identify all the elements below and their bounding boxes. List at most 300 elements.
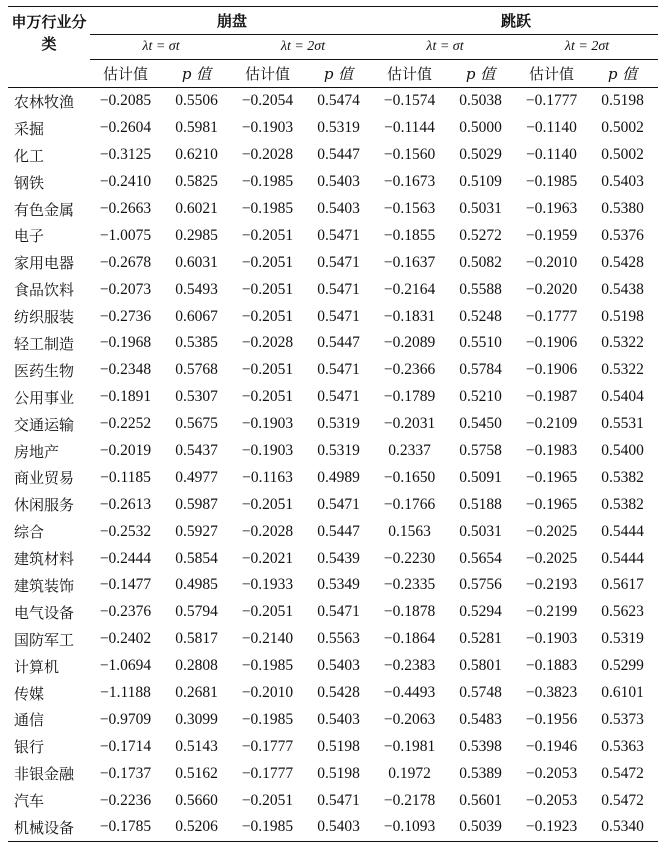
table-row xyxy=(8,411,658,438)
p-value-cell: 0.5198 xyxy=(317,737,360,755)
p-value-cell: 0.5400 xyxy=(601,442,644,460)
estimate-cell: −0.1985 xyxy=(241,657,294,675)
industry-cell: 传媒 xyxy=(14,684,45,703)
estimate-cell: −0.1903 xyxy=(241,119,294,137)
estimate-cell: −0.1855 xyxy=(383,226,436,244)
estimate-cell: −0.2663 xyxy=(99,200,152,217)
estimate-cell: −0.1560 xyxy=(383,146,436,164)
estimate-cell: −0.2140 xyxy=(241,630,294,648)
industry-cell: 房地产 xyxy=(14,442,60,461)
estimate-cell: 0.2337 xyxy=(388,442,431,460)
estimate-cell: −0.1985 xyxy=(241,200,294,217)
estimate-cell: −0.1965 xyxy=(525,468,578,486)
estimate-cell: −0.1923 xyxy=(516,814,587,841)
estimate-cell: −0.1563 xyxy=(383,200,436,217)
table-body xyxy=(8,88,658,842)
estimate-cell: −0.2109 xyxy=(525,415,578,433)
p-value-cell: 0.2808 xyxy=(175,657,218,675)
estimate-cell: −0.1777 xyxy=(525,92,578,110)
p-value-cell: 0.6021 xyxy=(175,200,218,217)
estimate-cell: −0.1737 xyxy=(99,764,152,782)
table-row xyxy=(8,491,658,518)
group-jump-label: 跳跃 xyxy=(501,12,532,30)
p-value-cell: 0.5472 xyxy=(601,791,644,809)
industry-cell: 国防军工 xyxy=(14,630,75,649)
p-value-cell: 0.5322 xyxy=(601,334,644,352)
p-value-cell: 0.5563 xyxy=(317,630,360,648)
table-row xyxy=(8,464,658,491)
estimate-cell: −0.2678 xyxy=(99,253,152,271)
estimate-cell: −0.2335 xyxy=(383,576,436,594)
industry-cell: 银行 xyxy=(14,738,45,757)
industry-cell: 交通运输 xyxy=(14,415,75,434)
estimate-cell: −0.1185 xyxy=(100,468,151,486)
table-row xyxy=(8,545,658,572)
table-row xyxy=(8,88,658,115)
industry-cell: 农林牧渔 xyxy=(14,92,75,111)
estimate-header: 估计值 xyxy=(232,60,303,88)
p-value-cell: 0.5438 xyxy=(601,280,644,298)
estimate-cell: −0.1956 xyxy=(525,710,578,728)
table-header xyxy=(8,7,658,88)
p-value-cell: 0.5272 xyxy=(459,226,502,244)
p-value-cell: 0.5471 xyxy=(317,791,360,809)
estimate-cell: −0.2063 xyxy=(383,710,436,728)
estimate-cell: −0.2604 xyxy=(99,119,152,137)
table-row xyxy=(8,787,658,814)
p-value-cell: 0.6101 xyxy=(601,684,644,702)
estimate-cell: −0.1906 xyxy=(525,334,578,352)
industry-cell: 机械设备 xyxy=(8,814,90,841)
estimate-cell: −0.2736 xyxy=(99,307,152,325)
industry-cell: 商业贸易 xyxy=(14,469,75,488)
estimate-cell: −0.2236 xyxy=(99,791,152,809)
estimate-cell: −0.2402 xyxy=(99,630,152,648)
table-row xyxy=(8,814,658,841)
estimate-cell: −0.2051 xyxy=(241,388,294,406)
estimate-cell: −0.2010 xyxy=(525,253,578,271)
p-value-cell: 0.5817 xyxy=(175,630,218,648)
p-value-cell: 0.5349 xyxy=(317,576,360,594)
p-value-cell: 0.5471 xyxy=(317,603,360,621)
estimate-cell: −0.2025 xyxy=(525,522,578,540)
estimate-cell: −0.1144 xyxy=(384,119,435,137)
p-value-cell: 0.5854 xyxy=(175,549,218,567)
estimate-cell: −0.1985 xyxy=(525,173,578,191)
estimate-cell: −0.1574 xyxy=(383,92,436,110)
p-value-cell: 0.5376 xyxy=(601,226,644,244)
p-value-cell: 0.6210 xyxy=(175,146,218,164)
estimate-cell: −0.1965 xyxy=(525,495,578,513)
estimate-cell: −0.1093 xyxy=(374,814,445,841)
p-value-cell: 0.5031 xyxy=(459,522,502,540)
estimate-cell: −0.1831 xyxy=(383,307,436,325)
industry-cell: 公用事业 xyxy=(14,388,75,407)
table-row xyxy=(8,572,658,599)
p-value-cell: 0.5382 xyxy=(601,468,644,486)
group-header-crash xyxy=(90,7,374,35)
estimate-cell: −0.2020 xyxy=(525,280,578,298)
industry-cell: 计算机 xyxy=(14,657,60,676)
estimate-cell: −0.1140 xyxy=(526,146,577,164)
p-value-cell: 0.5675 xyxy=(175,415,218,433)
p-value-cell: 0.5437 xyxy=(175,442,218,460)
estimate-cell: −0.1650 xyxy=(383,468,436,486)
p-value-cell: 0.5000 xyxy=(459,119,502,137)
estimate-cell: −1.0075 xyxy=(99,226,152,244)
industry-cell: 采掘 xyxy=(14,119,45,138)
estimate-cell: −0.1673 xyxy=(383,173,436,191)
industry-cell: 钢铁 xyxy=(14,173,45,192)
industry-cell: 轻工制造 xyxy=(14,334,75,353)
p-value-cell: 0.5444 xyxy=(601,549,644,567)
table-row xyxy=(8,303,658,330)
table-row xyxy=(8,626,658,653)
p-value-cell: 0.5082 xyxy=(459,253,502,271)
table-row xyxy=(8,518,658,545)
estimate-cell: −0.2230 xyxy=(383,549,436,567)
estimate-cell: −0.1985 xyxy=(232,814,303,841)
lambda-header-jump-2 xyxy=(516,35,658,60)
table-row xyxy=(8,384,658,411)
industry-cell: 医药生物 xyxy=(14,361,75,380)
p-value-cell: 0.5002 xyxy=(601,146,644,164)
results-table xyxy=(8,6,658,842)
p-value-cell: 0.5447 xyxy=(317,522,360,540)
estimate-cell: −0.1946 xyxy=(525,737,578,755)
p-value-cell: 0.5403 xyxy=(317,657,360,675)
estimate-cell: −0.2073 xyxy=(99,280,152,298)
industry-cell: 电子 xyxy=(14,227,45,246)
p-value-header: p 值 xyxy=(587,60,658,88)
group-crash-label: 崩盘 xyxy=(217,12,248,30)
p-value-cell: 0.5210 xyxy=(459,388,502,406)
estimate-cell: −0.1906 xyxy=(525,361,578,379)
estimate-cell: −0.2178 xyxy=(383,791,436,809)
estimate-cell: −0.2031 xyxy=(383,415,436,433)
p-value-cell: 0.5768 xyxy=(175,361,218,379)
lambda-label: λt = 2σt xyxy=(280,39,326,54)
estimate-cell: −0.1985 xyxy=(241,710,294,728)
p-value-cell: 0.5471 xyxy=(317,253,360,271)
p-value-cell: 0.5483 xyxy=(459,710,502,728)
estimate-cell: −0.1864 xyxy=(383,630,436,648)
p-value-cell: 0.5801 xyxy=(459,657,502,675)
lambda-header-jump-1 xyxy=(374,35,516,60)
estimate-cell: −0.1985 xyxy=(241,173,294,191)
estimate-cell: −0.2252 xyxy=(99,415,152,433)
p-value-cell: 0.5439 xyxy=(317,549,360,567)
p-value-cell: 0.5403 xyxy=(317,710,360,728)
p-value-cell: 0.5825 xyxy=(175,173,218,191)
table-row xyxy=(8,653,658,680)
p-value-cell: 0.5294 xyxy=(459,603,502,621)
estimate-cell: −0.3125 xyxy=(99,146,152,164)
p-value-header: p 值 xyxy=(445,60,516,88)
p-value-cell: 0.5143 xyxy=(175,737,218,755)
p-value-cell: 0.5601 xyxy=(459,791,502,809)
estimate-cell: −0.2532 xyxy=(99,522,152,540)
p-value-cell: 0.5474 xyxy=(317,92,360,110)
estimate-cell: −0.2028 xyxy=(241,146,294,164)
estimate-cell: −0.2193 xyxy=(525,576,578,594)
p-value-cell: 0.5471 xyxy=(317,495,360,513)
estimate-cell: −1.0694 xyxy=(99,657,152,675)
group-header-jump xyxy=(374,7,658,35)
estimate-cell: −1.1188 xyxy=(100,684,151,702)
estimate-cell: −0.2366 xyxy=(383,361,436,379)
p-value-cell: 0.5756 xyxy=(459,576,502,594)
p-value-header: p 值 xyxy=(161,60,232,88)
table-row xyxy=(8,330,658,357)
estimate-cell: −0.1777 xyxy=(241,737,294,755)
p-value-header: p 值 xyxy=(303,60,374,88)
estimate-cell: −0.2383 xyxy=(383,657,436,675)
p-value-cell: 0.3099 xyxy=(175,710,218,728)
estimate-cell: −0.1933 xyxy=(241,576,294,594)
estimate-cell: −0.1968 xyxy=(99,334,152,352)
estimate-cell: −0.2051 xyxy=(241,226,294,244)
estimate-cell: 0.1972 xyxy=(388,764,431,782)
p-value-cell: 0.5471 xyxy=(317,388,360,406)
estimate-cell: 0.1563 xyxy=(388,522,431,540)
industry-cell: 电气设备 xyxy=(14,603,75,622)
industry-cell: 家用电器 xyxy=(14,254,75,273)
table-row xyxy=(8,680,658,707)
estimate-cell: −0.2164 xyxy=(383,280,436,298)
p-value-cell: 0.5299 xyxy=(601,657,644,675)
estimate-cell: −0.2028 xyxy=(241,522,294,540)
p-value-cell: 0.5188 xyxy=(459,495,502,513)
p-value-cell: 0.5206 xyxy=(161,814,232,841)
estimate-cell: −0.1163 xyxy=(242,468,293,486)
p-value-cell: 0.5450 xyxy=(459,415,502,433)
table-row xyxy=(8,222,658,249)
p-value-cell: 0.5447 xyxy=(317,146,360,164)
estimate-cell: −0.1766 xyxy=(383,495,436,513)
table-row xyxy=(8,733,658,760)
p-value-cell: 0.5029 xyxy=(459,146,502,164)
p-value-cell: 0.5091 xyxy=(459,468,502,486)
p-value-cell: 0.5403 xyxy=(317,200,360,217)
lambda-header-crash-2 xyxy=(232,35,374,60)
industry-cell: 休闲服务 xyxy=(14,496,75,515)
p-value-cell: 0.6067 xyxy=(175,307,218,325)
table-row xyxy=(8,276,658,303)
estimate-cell: −0.2085 xyxy=(99,92,152,110)
estimate-cell: −0.2028 xyxy=(241,334,294,352)
p-value-cell: 0.5447 xyxy=(317,334,360,352)
p-value-cell: 0.5363 xyxy=(601,737,644,755)
estimate-cell: −0.2054 xyxy=(241,92,294,110)
p-value-cell: 0.5654 xyxy=(459,549,502,567)
estimate-cell: −0.2444 xyxy=(99,549,152,567)
table-row xyxy=(8,706,658,733)
estimate-cell: −0.2021 xyxy=(241,549,294,567)
estimate-cell: −0.1714 xyxy=(99,737,152,755)
p-value-cell: 0.5109 xyxy=(459,173,502,191)
lambda-header-crash-1 xyxy=(90,35,232,60)
p-value-cell: 0.4977 xyxy=(175,468,218,486)
estimate-cell: −0.1477 xyxy=(99,576,152,594)
p-value-cell: 0.5340 xyxy=(587,814,658,841)
estimate-cell: −0.2053 xyxy=(525,764,578,782)
p-value-cell: 0.5428 xyxy=(317,684,360,702)
estimate-cell: −0.2348 xyxy=(99,361,152,379)
industry-cell: 非银金融 xyxy=(14,765,75,784)
table-row xyxy=(8,357,658,384)
p-value-cell: 0.5319 xyxy=(317,442,360,460)
p-value-cell: 0.5389 xyxy=(459,764,502,782)
industry-cell: 综合 xyxy=(14,523,45,542)
p-value-cell: 0.5403 xyxy=(317,173,360,191)
estimate-cell: −0.9709 xyxy=(99,710,152,728)
p-value-cell: 0.5531 xyxy=(601,415,644,433)
p-value-cell: 0.5038 xyxy=(459,92,502,110)
p-value-cell: 0.5660 xyxy=(175,791,218,809)
p-value-cell: 0.5398 xyxy=(459,737,502,755)
estimate-cell: −0.2410 xyxy=(99,173,152,191)
industry-cell: 建筑材料 xyxy=(14,550,75,569)
p-value-cell: 0.5162 xyxy=(175,764,218,782)
estimate-header: 估计值 xyxy=(374,60,445,88)
p-value-cell: 0.5471 xyxy=(317,226,360,244)
estimate-cell: −0.1903 xyxy=(241,415,294,433)
p-value-cell: 0.5493 xyxy=(175,280,218,298)
estimate-cell: −0.1903 xyxy=(241,442,294,460)
p-value-cell: 0.5748 xyxy=(459,684,502,702)
p-value-cell: 0.5248 xyxy=(459,307,502,325)
lambda-label: λt = σt xyxy=(426,39,464,54)
p-value-cell: 0.5198 xyxy=(601,92,644,110)
estimate-cell: −0.3823 xyxy=(525,684,578,702)
p-value-cell: 0.5403 xyxy=(601,173,644,191)
p-value-cell: 0.5385 xyxy=(175,334,218,352)
estimate-cell: −0.1981 xyxy=(383,737,436,755)
industry-cell: 通信 xyxy=(14,711,45,730)
p-value-cell: 0.4985 xyxy=(175,576,218,594)
industry-cell: 食品饮料 xyxy=(14,281,75,300)
p-value-cell: 0.5444 xyxy=(601,522,644,540)
p-value-cell: 0.5927 xyxy=(175,522,218,540)
industry-cell: 化工 xyxy=(14,146,45,165)
estimate-cell: −0.1959 xyxy=(525,226,578,244)
estimate-cell: −0.1883 xyxy=(525,657,578,675)
estimate-cell: −0.1963 xyxy=(525,200,578,217)
table-row xyxy=(8,196,658,223)
estimate-cell: −0.1785 xyxy=(90,814,161,841)
p-value-cell: 0.2681 xyxy=(175,684,218,702)
table-row xyxy=(8,599,658,626)
table-row xyxy=(8,760,658,787)
p-value-cell: 0.5471 xyxy=(317,361,360,379)
p-value-cell: 0.5002 xyxy=(601,119,644,137)
p-value-cell: 0.5403 xyxy=(303,814,374,841)
p-value-cell: 0.5471 xyxy=(317,307,360,325)
p-value-cell: 0.5506 xyxy=(175,92,218,110)
p-value-cell: 0.5794 xyxy=(175,603,218,621)
p-value-cell: 0.5472 xyxy=(601,764,644,782)
estimate-header: 估计值 xyxy=(516,60,587,88)
table-row xyxy=(8,142,658,169)
estimate-cell: −0.1983 xyxy=(525,442,578,460)
p-value-cell: 0.5319 xyxy=(317,119,360,137)
estimate-cell: −0.1903 xyxy=(525,630,578,648)
p-value-cell: 0.5758 xyxy=(459,442,502,460)
p-value-cell: 0.5987 xyxy=(175,495,218,513)
estimate-cell: −0.1891 xyxy=(99,388,152,406)
industry-header xyxy=(8,7,90,60)
estimate-cell: −0.2025 xyxy=(525,549,578,567)
estimate-cell: −0.2051 xyxy=(241,603,294,621)
p-value-cell: 0.5510 xyxy=(459,334,502,352)
estimate-cell: −0.2051 xyxy=(241,280,294,298)
estimate-cell: −0.1777 xyxy=(241,764,294,782)
estimate-cell: −0.1637 xyxy=(383,253,436,271)
table-row xyxy=(8,249,658,276)
p-value-cell: 0.6031 xyxy=(175,253,218,271)
p-value-cell: 0.4989 xyxy=(317,468,360,486)
estimate-cell: −0.2010 xyxy=(241,684,294,702)
estimate-cell: −0.2051 xyxy=(241,253,294,271)
estimate-cell: −0.2051 xyxy=(241,307,294,325)
table-row xyxy=(8,438,658,465)
industry-cell: 建筑装饰 xyxy=(14,576,75,595)
p-value-cell: 0.5380 xyxy=(601,200,644,217)
lambda-label: λt = 2σt xyxy=(564,39,610,54)
p-value-cell: 0.5784 xyxy=(459,361,502,379)
p-value-cell: 0.5428 xyxy=(601,253,644,271)
p-value-cell: 0.5319 xyxy=(317,415,360,433)
p-value-cell: 0.5307 xyxy=(175,388,218,406)
estimate-cell: −0.2053 xyxy=(525,791,578,809)
estimate-cell: −0.2051 xyxy=(241,495,294,513)
p-value-cell: 0.5322 xyxy=(601,361,644,379)
estimate-cell: −0.2019 xyxy=(99,442,152,460)
p-value-cell: 0.5031 xyxy=(459,200,502,217)
p-value-cell: 0.5382 xyxy=(601,495,644,513)
p-value-cell: 0.2985 xyxy=(175,226,218,244)
estimate-cell: −0.2613 xyxy=(99,495,152,513)
industry-cell: 汽车 xyxy=(14,792,45,811)
p-value-cell: 0.5281 xyxy=(459,630,502,648)
industry-cell: 有色金属 xyxy=(14,200,75,219)
estimate-cell: −0.2199 xyxy=(525,603,578,621)
p-value-cell: 0.5617 xyxy=(601,576,644,594)
p-value-cell: 0.5623 xyxy=(601,603,644,621)
p-value-cell: 0.5198 xyxy=(317,764,360,782)
p-value-cell: 0.5588 xyxy=(459,280,502,298)
estimate-cell: −0.1777 xyxy=(525,307,578,325)
estimate-cell: −0.4493 xyxy=(383,684,436,702)
lambda-label: λt = σt xyxy=(142,39,180,54)
estimate-cell: −0.2051 xyxy=(241,361,294,379)
estimate-cell: −0.1878 xyxy=(383,603,436,621)
estimate-cell: −0.1987 xyxy=(525,388,578,406)
estimate-cell: −0.2051 xyxy=(241,791,294,809)
industry-header-spacer xyxy=(8,60,90,88)
p-value-cell: 0.5471 xyxy=(317,280,360,298)
estimate-cell: −0.1789 xyxy=(383,388,436,406)
p-value-cell: 0.5373 xyxy=(601,710,644,728)
estimate-cell: −0.2089 xyxy=(383,334,436,352)
p-value-cell: 0.5039 xyxy=(445,814,516,841)
p-value-cell: 0.5404 xyxy=(601,388,644,406)
p-value-cell: 0.5319 xyxy=(601,630,644,648)
table-row xyxy=(8,115,658,142)
estimate-header: 估计值 xyxy=(90,60,161,88)
estimate-cell: −0.1140 xyxy=(526,119,577,137)
